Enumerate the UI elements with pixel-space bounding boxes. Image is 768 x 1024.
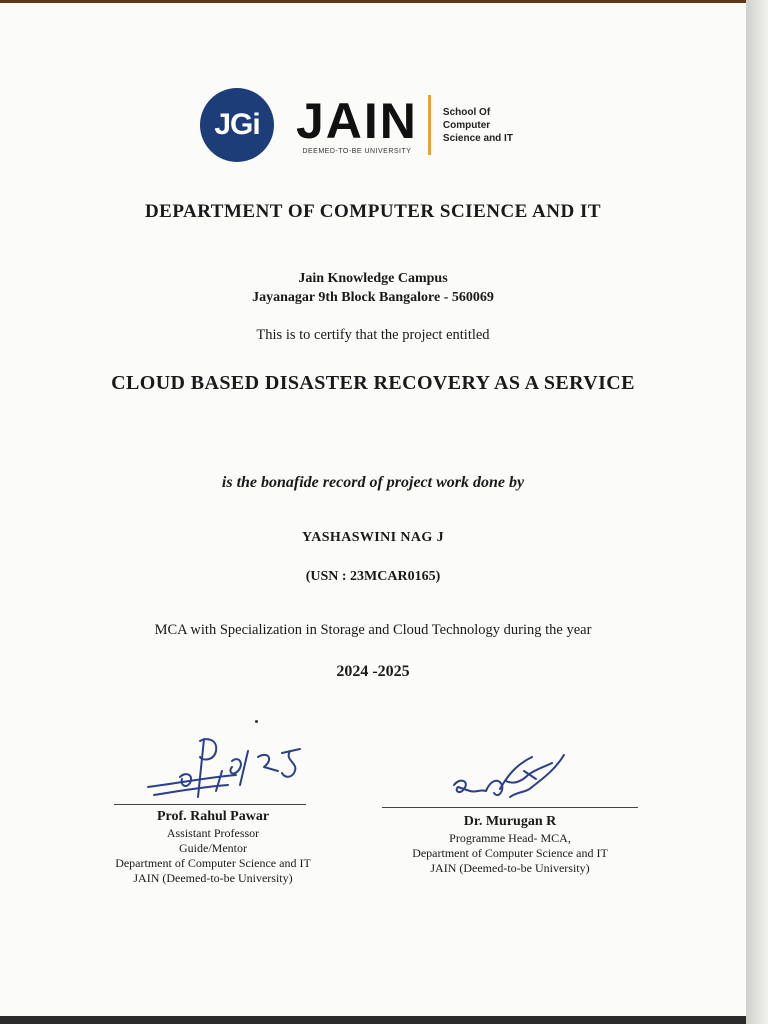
project-title: CLOUD BASED DISASTER RECOVERY AS A SERVICE	[111, 372, 635, 394]
left-signatory-line: JAIN (Deemed-to-be University)	[133, 871, 293, 885]
campus-line-1: Jain Knowledge Campus	[298, 271, 448, 286]
school-line: School Of	[442, 106, 491, 118]
right-signature-line	[382, 807, 638, 808]
program-statement: MCA with Specialization in Storage and Cloud Technology during the year	[154, 622, 592, 638]
student-usn: (USN : 23MCAR0165)	[305, 569, 441, 584]
ink-dot	[255, 720, 258, 723]
school-line: Science and IT	[442, 132, 513, 144]
jain-wordmark-text: JAIN	[296, 92, 418, 149]
left-signatory-line: Department of Computer Science and IT	[115, 856, 311, 870]
academic-year: 2024 -2025	[336, 663, 410, 680]
student-name: YASHASWINI NAG J	[301, 530, 445, 545]
school-line: Computer	[442, 119, 491, 131]
paper-edge-shadow	[746, 0, 768, 1024]
right-signatory-line: Programme Head- MCA,	[449, 831, 571, 845]
campus-address	[0, 269, 746, 307]
jgi-logo-icon: JGi	[200, 88, 274, 162]
bottom-border	[0, 1016, 746, 1024]
left-signatory	[88, 808, 338, 886]
department-heading: DEPARTMENT OF COMPUTER SCIENCE AND IT	[144, 201, 602, 222]
left-signatory-line: Guide/Mentor	[179, 841, 247, 855]
right-signature-icon	[440, 741, 580, 811]
bonafide-statement: is the bonafide record of project work done by	[221, 474, 525, 491]
left-signatory-line: Assistant Professor	[166, 826, 260, 840]
jain-tagline: DEEMED-TO-BE UNIVERSITY	[302, 147, 412, 155]
right-signatory	[382, 813, 638, 876]
university-logo	[200, 89, 543, 161]
campus-line-2: Jayanagar 9th Block Bangalore - 560069	[252, 290, 494, 305]
right-signatory-line: JAIN (Deemed-to-be University)	[430, 861, 590, 875]
left-signature-icon	[140, 731, 310, 803]
right-signatory-name: Dr. Murugan R	[463, 814, 557, 829]
school-name	[443, 106, 543, 145]
jain-wordmark	[296, 92, 418, 155]
left-signature-line	[114, 804, 306, 805]
left-signatory-name: Prof. Rahul Pawar	[156, 809, 270, 824]
logo-divider	[428, 95, 431, 155]
certify-statement: This is to certify that the project entitled	[256, 327, 490, 343]
right-signatory-line: Department of Computer Science and IT	[412, 846, 608, 860]
